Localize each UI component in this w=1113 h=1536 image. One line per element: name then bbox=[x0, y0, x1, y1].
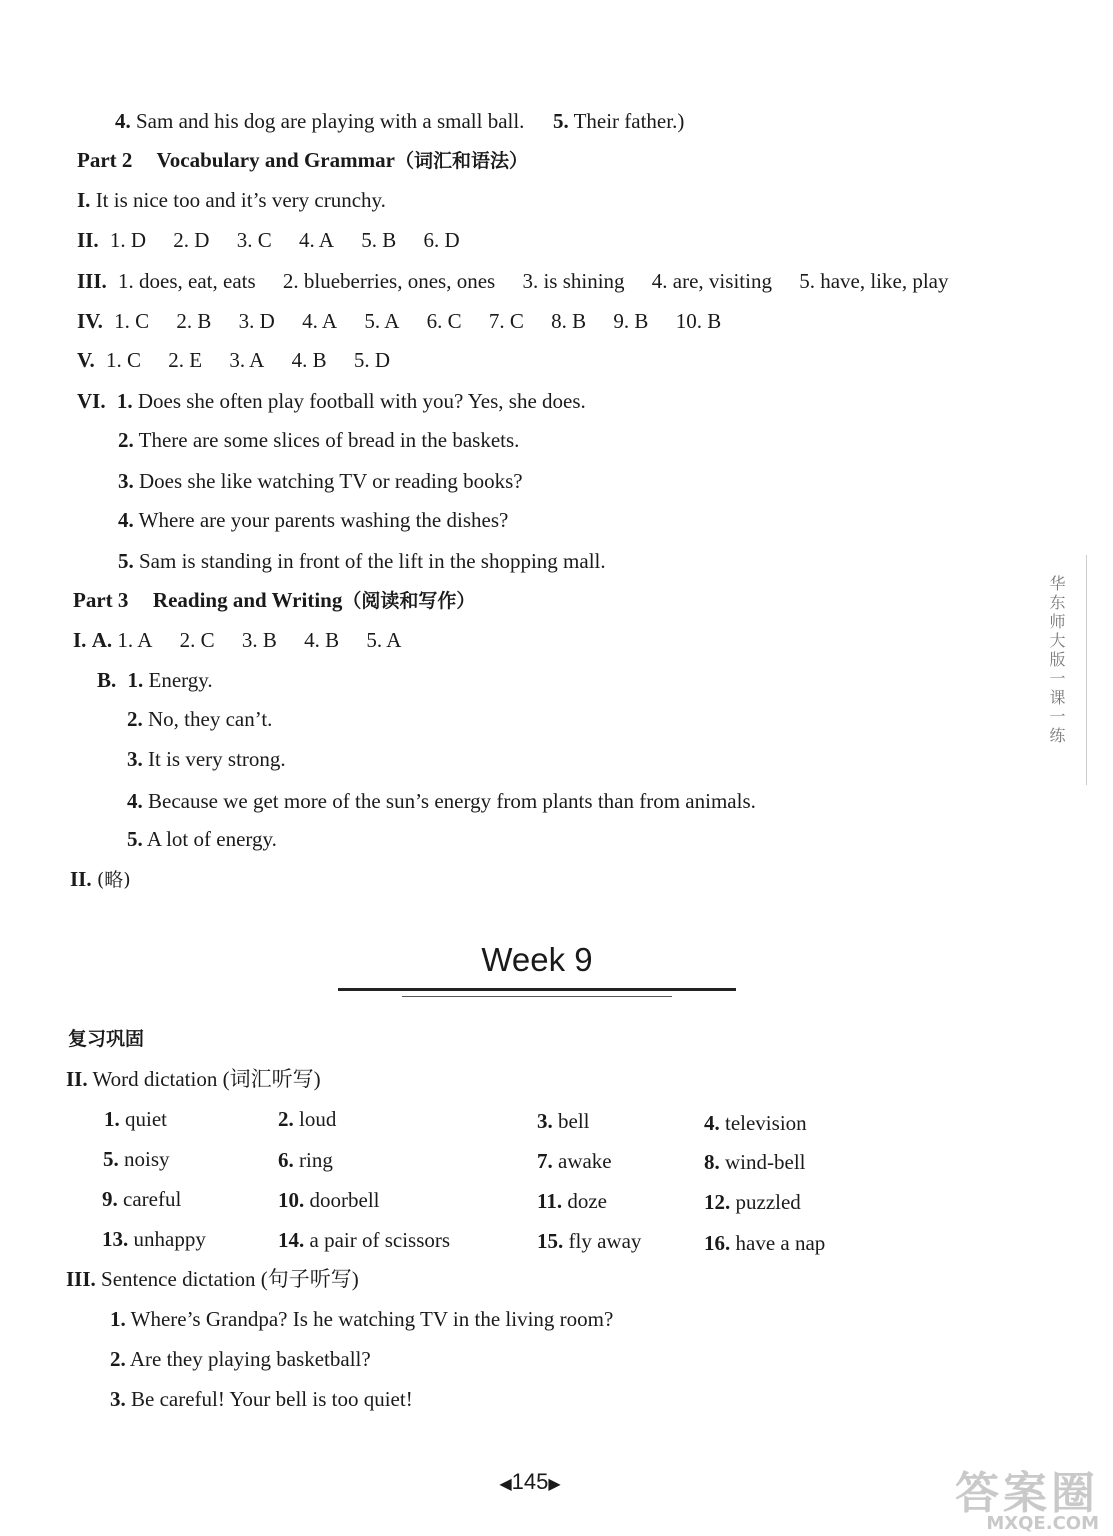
item-number: 2. bbox=[118, 428, 134, 452]
question-number: VI. bbox=[77, 389, 106, 413]
answer: 3. B bbox=[241, 628, 277, 652]
answer: 1. C bbox=[105, 348, 141, 372]
part2-q6-item bbox=[118, 548, 606, 574]
item-number: 3. bbox=[118, 469, 134, 493]
answer-text: It is nice too and it’s very crunchy. bbox=[95, 188, 386, 212]
right-triangle-icon: ▶ bbox=[548, 1476, 561, 1493]
answer: 1. A bbox=[117, 628, 153, 652]
word-item: 16. have a nap bbox=[704, 1231, 826, 1255]
answer-text: Be careful! Your bell is too quiet! bbox=[131, 1387, 413, 1411]
page-number bbox=[490, 1468, 570, 1499]
answer: 4. B bbox=[291, 348, 327, 372]
title-rule-thick bbox=[338, 988, 736, 991]
part-label: Part 3 bbox=[73, 588, 129, 612]
answer: 3. A bbox=[229, 348, 265, 372]
item-number: 5. bbox=[127, 827, 143, 851]
word-item: 11. doze bbox=[537, 1189, 607, 1213]
question-number: I. bbox=[77, 188, 91, 212]
item-number: 4. bbox=[127, 789, 143, 813]
answer-text: Because we get more of the sun’s energy from plants than from animals. bbox=[148, 789, 756, 813]
part3-qB-item bbox=[127, 706, 272, 732]
word-item: 6. ring bbox=[278, 1148, 333, 1172]
answer: 4. B bbox=[304, 628, 340, 652]
answer: 1. C bbox=[114, 309, 150, 333]
item-number: 2. bbox=[110, 1347, 126, 1371]
part3-qB-item bbox=[127, 826, 277, 852]
part2-q6 bbox=[77, 388, 586, 414]
item-number: 1. bbox=[110, 1307, 126, 1331]
answer-text: Are they playing basketball? bbox=[129, 1347, 371, 1371]
sentence-dictation-heading bbox=[66, 1266, 359, 1292]
part3-qB-item bbox=[127, 788, 756, 814]
word-dictation-heading bbox=[66, 1066, 321, 1092]
answer: 2. E bbox=[168, 348, 203, 372]
part3-qA bbox=[73, 627, 401, 653]
sentence-item bbox=[110, 1346, 371, 1372]
word-item: 1. quiet bbox=[104, 1107, 167, 1131]
sub-label: B. bbox=[97, 668, 117, 692]
side-divider bbox=[1086, 555, 1087, 785]
answer-text: Sam and his dog are playing with a small ball. bbox=[136, 109, 525, 133]
part3-qB-item bbox=[127, 746, 286, 772]
page-number-value: 145 bbox=[511, 1469, 549, 1494]
word-item: 13. unhappy bbox=[102, 1227, 206, 1251]
answer: 10. B bbox=[675, 309, 722, 333]
answer: 4. A bbox=[302, 309, 338, 333]
item-number: 5. bbox=[118, 549, 134, 573]
answer: 3. D bbox=[238, 309, 275, 333]
answer-text: Their father.) bbox=[573, 109, 685, 133]
answer: 5. have, like, play bbox=[799, 269, 949, 293]
part2-q6-item bbox=[118, 507, 508, 533]
item-number: 3. bbox=[127, 747, 143, 771]
part2-q6-item bbox=[118, 468, 523, 494]
answer: 6. C bbox=[426, 309, 462, 333]
answer: 2. B bbox=[176, 309, 212, 333]
part-title: Reading and Writing bbox=[152, 588, 343, 612]
part-title-cn: （阅读和写作） bbox=[342, 590, 476, 612]
review-heading: 复习巩固 bbox=[68, 1028, 145, 1050]
item-number: 4. bbox=[115, 109, 131, 133]
question-number: V. bbox=[77, 348, 95, 372]
question-number: II. bbox=[66, 1067, 88, 1091]
sentence-item bbox=[110, 1306, 613, 1332]
answer-text: Where’s Grandpa? Is he watching TV in the living room? bbox=[130, 1307, 614, 1331]
answer: 2. C bbox=[179, 628, 215, 652]
word-item: 9. careful bbox=[102, 1187, 182, 1211]
word-item: 12. puzzled bbox=[704, 1190, 801, 1214]
part3-q2 bbox=[70, 866, 131, 893]
part3-heading bbox=[73, 587, 475, 614]
item-number: 5. bbox=[552, 109, 569, 133]
word-item: 10. doorbell bbox=[278, 1188, 380, 1212]
title-rule-thin bbox=[402, 996, 672, 997]
left-triangle-icon: ◀ bbox=[499, 1476, 512, 1493]
answer-text: Does she often play football with you? Yes, she does. bbox=[137, 389, 586, 413]
sentence-item bbox=[110, 1386, 413, 1412]
part2-q4 bbox=[77, 308, 721, 334]
part2-heading bbox=[77, 147, 528, 174]
word-item: 7. awake bbox=[537, 1149, 612, 1173]
question-number: II. bbox=[70, 867, 92, 891]
part-label: Part 2 bbox=[77, 148, 133, 172]
part2-q1 bbox=[77, 187, 386, 213]
item-number: 2. bbox=[127, 707, 143, 731]
word-item: 5. noisy bbox=[103, 1147, 170, 1171]
answer: 5. A bbox=[366, 628, 402, 652]
word-item: 4. television bbox=[704, 1111, 807, 1135]
item-number: 1. bbox=[127, 668, 144, 692]
answer: 2. blueberries, ones, ones bbox=[282, 269, 496, 293]
sub-label: A. bbox=[91, 628, 113, 652]
answer: 9. B bbox=[613, 309, 649, 333]
side-book-title: 华东师大版一课一练 bbox=[1047, 575, 1066, 746]
part2-q3 bbox=[77, 268, 949, 294]
answer: 2. D bbox=[173, 228, 210, 252]
answer: 4. A bbox=[298, 228, 334, 252]
answer-text: Sam is standing in front of the lift in the shopping mall. bbox=[139, 549, 606, 573]
part3-qB bbox=[97, 667, 213, 693]
answer: 5. D bbox=[353, 348, 391, 372]
answer: 7. C bbox=[488, 309, 524, 333]
continuation-line bbox=[115, 108, 684, 134]
answer: 1. does, eat, eats bbox=[118, 269, 256, 293]
watermark-url: MXQE.COM bbox=[986, 1513, 1099, 1534]
answer-text: Where are your parents washing the dishes? bbox=[138, 508, 509, 532]
word-item: 3. bell bbox=[537, 1109, 590, 1133]
watermark-logo bbox=[955, 1470, 1099, 1534]
answer: 8. B bbox=[551, 309, 587, 333]
answer-text: (略) bbox=[96, 869, 131, 891]
part2-q2 bbox=[77, 227, 460, 253]
word-item: 15. fly away bbox=[537, 1229, 642, 1253]
section-label: Sentence dictation (句子听写) bbox=[101, 1267, 359, 1291]
answer: 1. D bbox=[109, 228, 147, 252]
word-item: 2. loud bbox=[278, 1107, 337, 1131]
section-label: Word dictation (词汇听写) bbox=[92, 1067, 321, 1091]
part-title: Vocabulary and Grammar bbox=[156, 148, 395, 172]
word-item: 8. wind-bell bbox=[704, 1150, 806, 1174]
answer: 3. C bbox=[236, 228, 272, 252]
item-number: 4. bbox=[118, 508, 134, 532]
answer-text: It is very strong. bbox=[148, 747, 286, 771]
week-title: Week 9 bbox=[481, 941, 593, 978]
part2-q5 bbox=[77, 347, 390, 373]
part2-q6-item bbox=[118, 427, 519, 453]
answer: 5. B bbox=[361, 228, 397, 252]
item-number: 1. bbox=[116, 389, 133, 413]
part-title-cn: （词汇和语法） bbox=[394, 150, 528, 172]
question-number: II. bbox=[77, 228, 99, 252]
watermark-text: 答案圈 bbox=[955, 1468, 1099, 1519]
question-number: I. bbox=[73, 628, 87, 652]
answer: 5. A bbox=[364, 309, 400, 333]
word-item: 14. a pair of scissors bbox=[278, 1228, 451, 1252]
item-number: 3. bbox=[110, 1387, 126, 1411]
answer: 4. are, visiting bbox=[651, 269, 772, 293]
answer: 6. D bbox=[423, 228, 460, 252]
answer: 3. is shining bbox=[522, 269, 625, 293]
question-number: III. bbox=[77, 269, 107, 293]
answer-text: There are some slices of bread in the baskets. bbox=[138, 428, 520, 452]
answer-text: Energy. bbox=[148, 668, 213, 692]
answer-text: Does she like watching TV or reading books? bbox=[139, 469, 523, 493]
question-number: III. bbox=[66, 1267, 96, 1291]
answer-text: No, they can’t. bbox=[148, 707, 273, 731]
answer-text: A lot of energy. bbox=[146, 827, 277, 851]
question-number: IV. bbox=[77, 309, 103, 333]
